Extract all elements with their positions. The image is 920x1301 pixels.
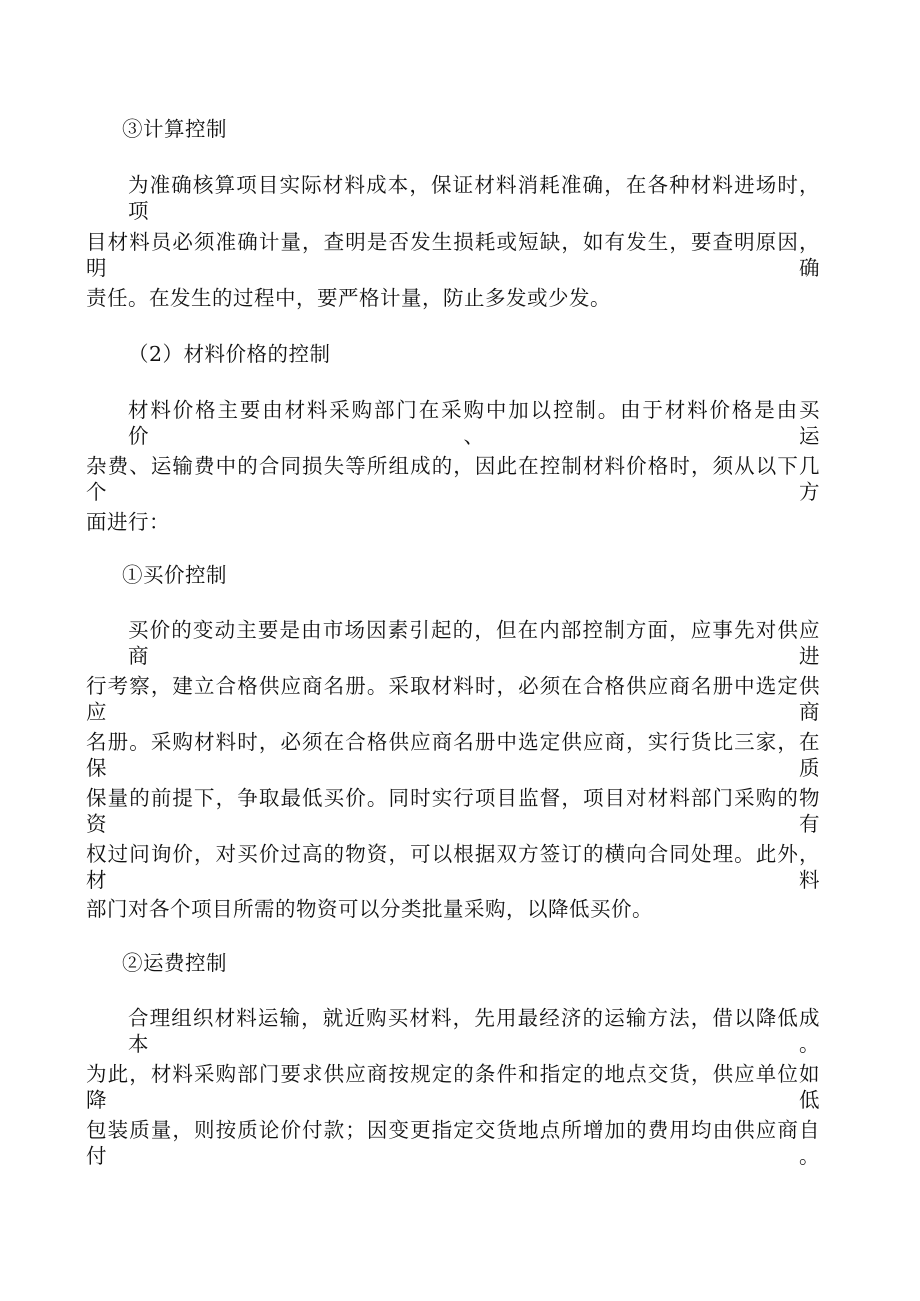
paragraph-line: 权过问询价，对买价过高的物资，可以根据双方签订的横向合同处理。此外，材料 — [86, 842, 820, 892]
paragraph-line: 目材料员必须准确计量，查明是否发生损耗或短缺，如有发生，要查明原因，明确 — [86, 230, 820, 280]
paragraph-line: 包装质量，则按质论价付款；因变更指定交货地点所增加的费用均由供应商自付。 — [86, 1118, 820, 1168]
paragraph-line: 行考察，建立合格供应商名册。采取材料时，必须在合格供应商名册中选定供应商 — [86, 674, 820, 724]
paragraph-line: 杂费、运输费中的合同损失等所组成的，因此在控制材料价格时，须从以下几个方 — [86, 454, 820, 504]
heading-price-control: （2）材料价格的控制 — [128, 342, 331, 366]
paragraph-line: 为此，材料采购部门要求供应商按规定的条件和指定的地点交货，供应单位如降低 — [86, 1062, 820, 1112]
heading-calculation-control: ③计算控制 — [122, 117, 227, 141]
paragraph-line: 责任。在发生的过程中，要严格计量，防止多发或少发。 — [86, 286, 611, 310]
heading-freight-control: ②运费控制 — [122, 951, 227, 975]
heading-purchase-price-control: ①买价控制 — [122, 563, 227, 587]
paragraph-line: 保量的前提下，争取最低买价。同时实行项目监督，项目对材料部门采购的物资有 — [86, 786, 820, 836]
paragraph-line: 部门对各个项目所需的物资可以分类批量采购，以降低买价。 — [86, 897, 653, 921]
paragraph-line: 买价的变动主要是由市场因素引起的，但在内部控制方面，应事先对供应商进 — [128, 618, 820, 668]
paragraph-line: 合理组织材料运输，就近购买材料，先用最经济的运输方法，借以降低成本。 — [128, 1006, 820, 1056]
paragraph-line: 为准确核算项目实际材料成本，保证材料消耗准确，在各种材料进场时，项 — [128, 173, 820, 223]
paragraph-line: 面进行： — [86, 510, 170, 534]
paragraph-line: 材料价格主要由材料采购部门在采购中加以控制。由于材料价格是由买价、运 — [128, 398, 820, 448]
paragraph-line: 名册。采购材料时，必须在合格供应商名册中选定供应商，实行货比三家，在保质 — [86, 730, 820, 780]
